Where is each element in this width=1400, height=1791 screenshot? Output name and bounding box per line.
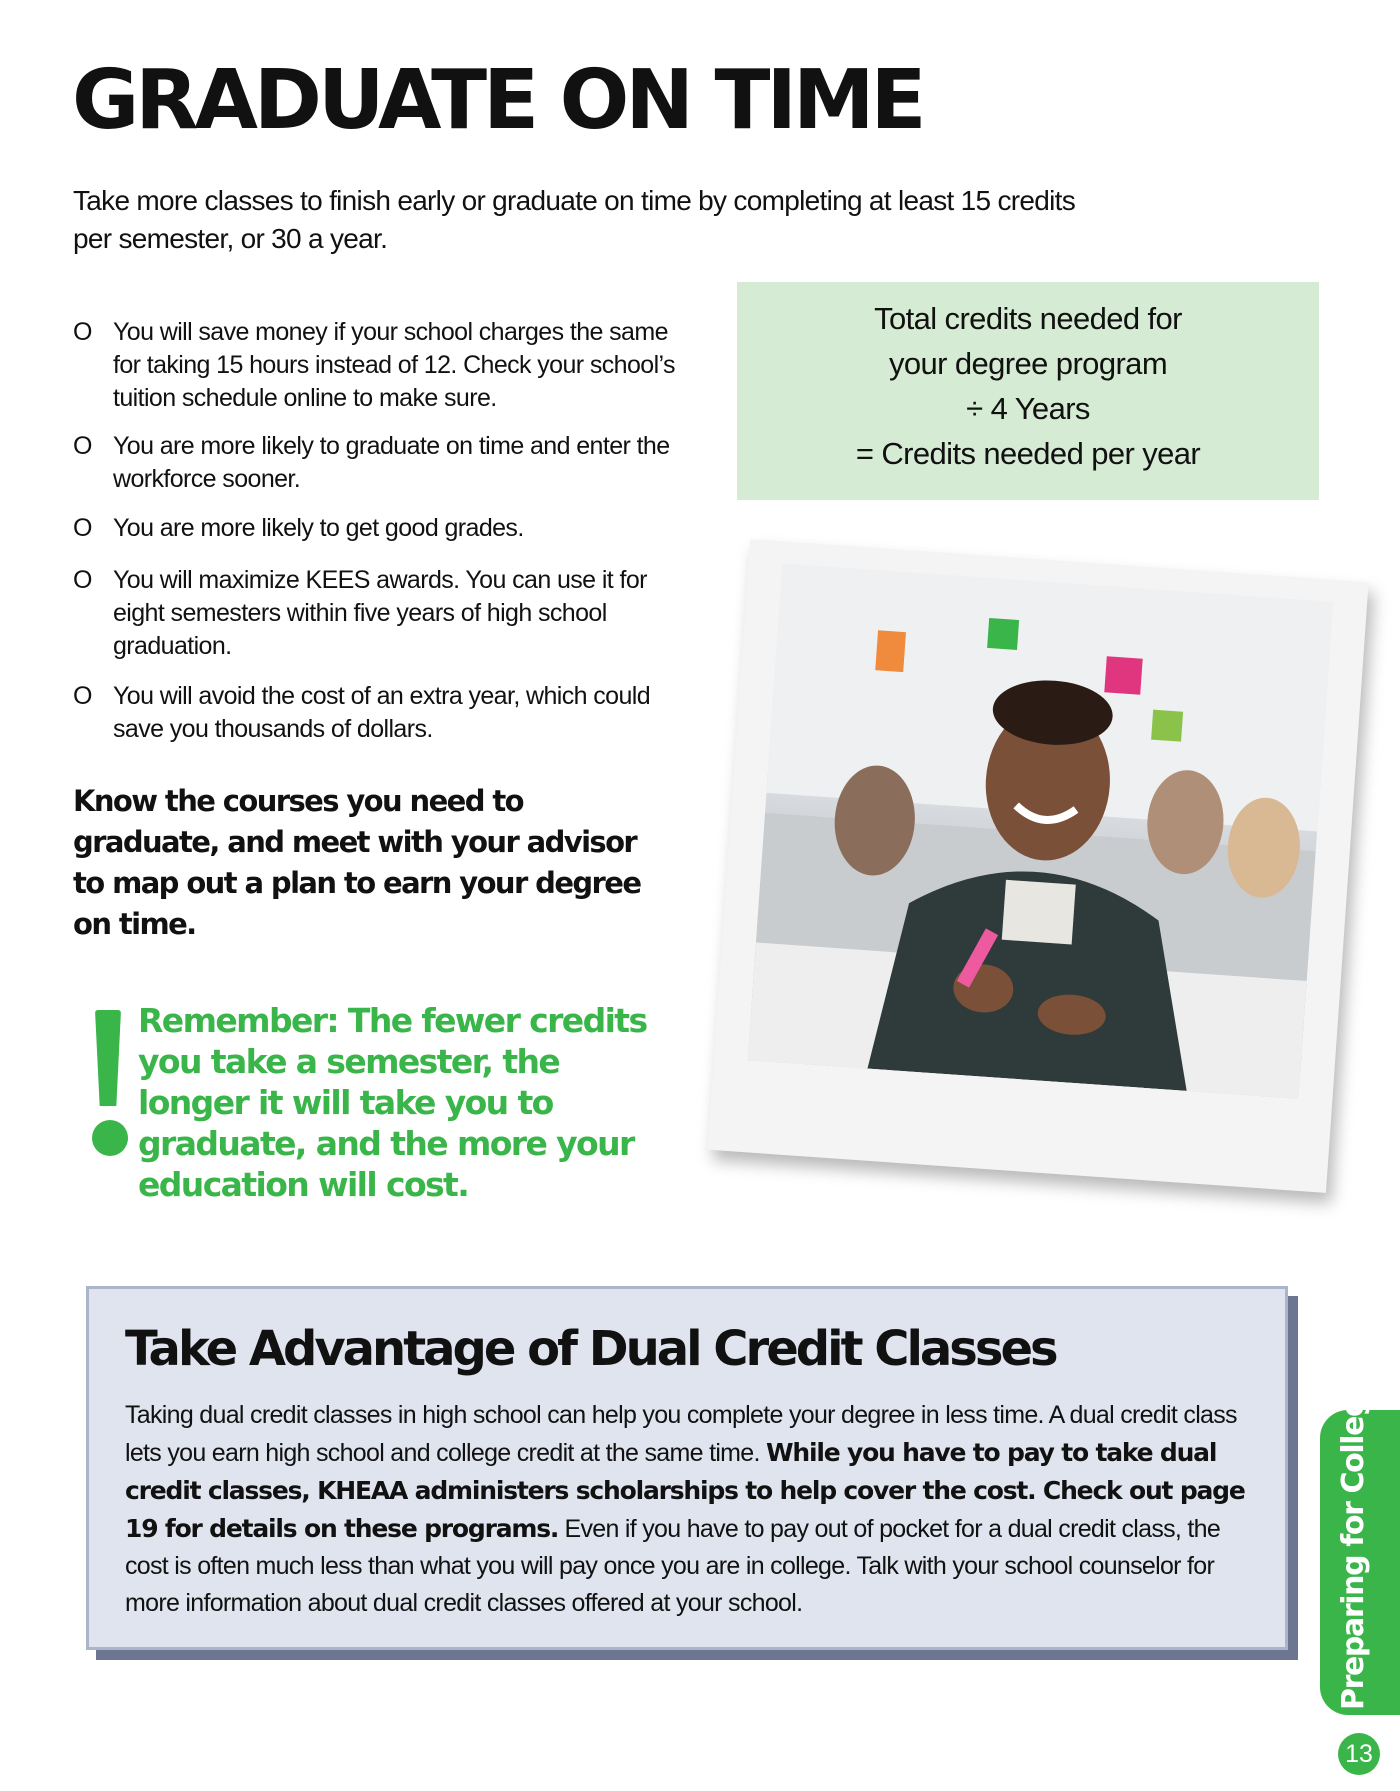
bullet-marker: O <box>73 318 92 346</box>
bullet-text: You will save money if your school charges the same for taking 15 hours instead of 12. Check your school’s tuition schedule online to make sure. <box>113 318 675 412</box>
list-item <box>73 430 693 496</box>
page-title: GRADUATE ON TIME <box>72 53 923 148</box>
dual-credit-body <box>125 1397 1250 1622</box>
dual-credit-text-bold: While you have to pay to take dual credit classes, KHEAA administers scholarships to help cover the cost. Check out page 19 for details on these programs. <box>125 1438 1245 1543</box>
dual-credit-text-end: Even if you have to pay out of pocket for a dual credit class, the cost is often much less than what you will pay once you are in college. Talk with your school counselor for more information about dual credit classes offered at your school. <box>125 1515 1221 1617</box>
dual-credit-text-start: Taking dual credit classes in high school can help you complete your degree in less time. A dual credit class lets you earn high school and college credit at the same time. <box>125 1401 1237 1467</box>
bullet-marker: O <box>73 682 92 710</box>
remember-callout <box>90 1000 650 1204</box>
credits-formula-panel <box>737 282 1319 500</box>
formula-line-program: your degree program <box>888 346 1168 381</box>
bullet-marker: O <box>73 566 92 594</box>
know-courses-callout: Know the courses you need to graduate, and meet with your advisor to map out a plan to earn your degree on time. <box>73 784 641 941</box>
list-item <box>73 316 693 415</box>
bullet-marker: O <box>73 432 92 460</box>
list-item <box>73 512 693 545</box>
dual-credit-title: Take Advantage of Dual Credit Classes <box>125 1321 1056 1377</box>
bullet-marker: O <box>73 514 92 542</box>
bullet-text: You will avoid the cost of an extra year, which could save you thousands of dollars. <box>113 682 651 743</box>
exclamation-icon <box>95 1010 121 1106</box>
list-item <box>73 680 693 746</box>
benefits-list <box>73 316 693 746</box>
student-photo <box>748 563 1333 1098</box>
formula-line-result: = Credits needed per year <box>855 436 1201 471</box>
dual-credit-panel <box>86 1286 1288 1650</box>
section-tab-label: Preparing for College <box>1336 1377 1371 1710</box>
bullet-text: You are more likely to get good grades. <box>113 514 524 542</box>
intro-paragraph: Take more classes to finish early or graduate on time by completing at least 15 credits per semester, or 30 a year. <box>73 185 1076 254</box>
formula-line-total: Total credits needed for <box>874 301 1182 336</box>
exclamation-dot-icon <box>92 1120 128 1156</box>
bullet-text: You are more likely to graduate on time and enter the workforce sooner. <box>113 432 670 493</box>
credits-formula <box>737 296 1319 476</box>
bullet-text: You will maximize KEES awards. You can use it for eight semesters within five years of high school graduation. <box>113 566 647 660</box>
remember-text: Remember: The fewer credits you take a semester, the longer it will take you to graduate, and the more your education will cost. <box>138 1001 647 1204</box>
list-item <box>73 564 693 663</box>
photo-frame <box>707 539 1368 1193</box>
formula-line-divide: ÷ 4 Years <box>966 391 1090 426</box>
page-number: 13 <box>1338 1733 1380 1775</box>
student-illustration <box>748 563 1333 1098</box>
